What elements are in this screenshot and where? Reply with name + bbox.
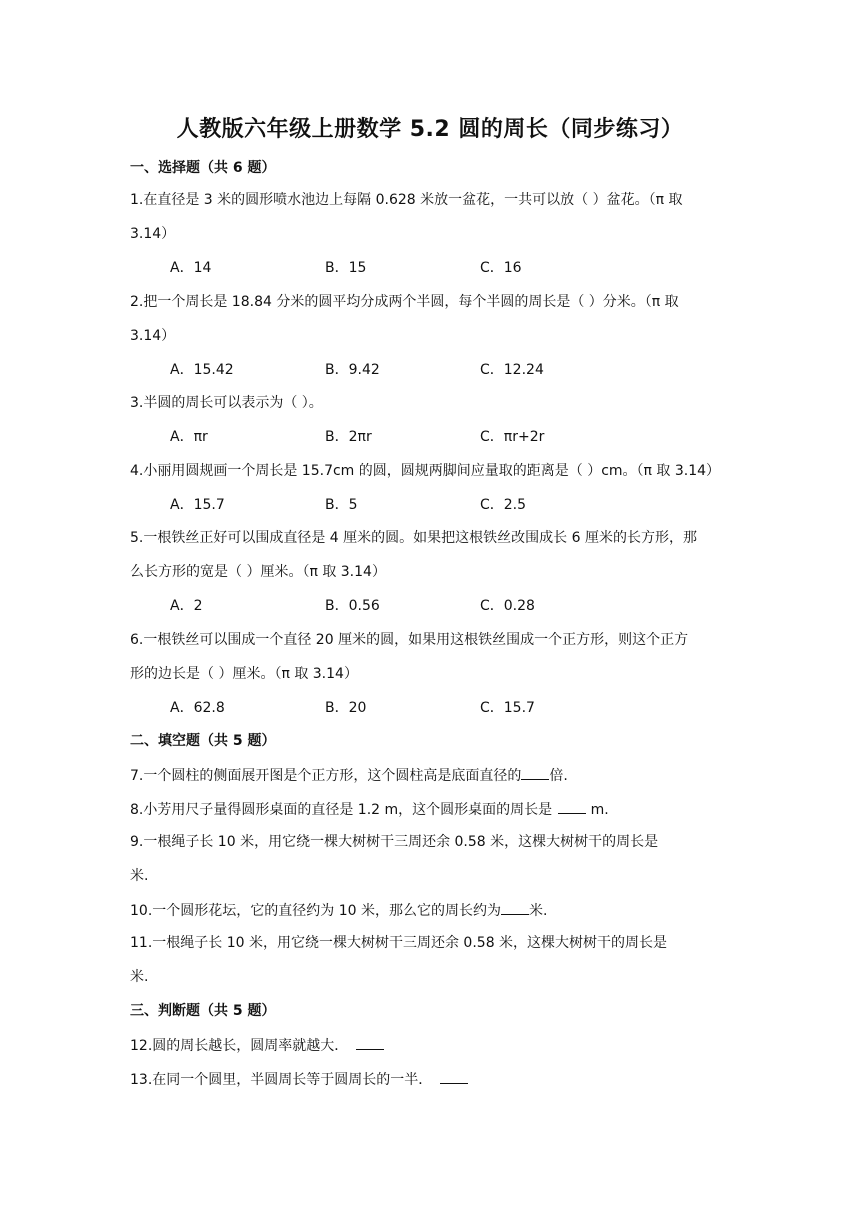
question-9-text: 9.一根绳子长 10 米，用它绕一棵大树树干三周还余 0.58 米，这棵大树树干的周长是: [130, 834, 659, 850]
question-10-text-end: 米.: [528, 903, 548, 919]
answer-blank: [558, 799, 586, 814]
question-8-text-end: m.: [586, 802, 609, 818]
question-8-text: 8.小芳用尺子量得圆形桌面的直径是 1.2 m，这个圆形桌面的周长是: [130, 802, 553, 818]
question-2-option-c: C．12.24: [480, 362, 544, 378]
question-9-text-cont: 米.: [130, 868, 149, 884]
question-4-text: 4.小丽用圆规画一个周长是 15.7cm 的圆，圆规两脚间应量取的距离是（ ）cm。（π 取 3.14）: [130, 463, 721, 479]
answer-blank: [521, 765, 549, 780]
question-7-text: 7.一个圆柱的侧面展开图是个正方形，这个圆柱高是底面直径的: [130, 768, 522, 784]
section-heading-true-false: 三、判断题（共 5 题）: [130, 1003, 276, 1019]
question-6-option-b: B．20: [325, 700, 367, 716]
question-5-option-a: A．2: [170, 598, 203, 614]
question-10-text: 10.一个圆形花坛，它的直径约为 10 米，那么它的周长约为: [130, 903, 501, 919]
section-heading-fill-blank: 二、填空题（共 5 题）: [130, 733, 276, 749]
question-8: [130, 799, 609, 820]
question-1-option-b: B．15: [325, 260, 367, 276]
question-2-option-a: A．15.42: [170, 362, 234, 378]
question-2-option-b: B．9.42: [325, 362, 380, 378]
question-1-option-c: C．16: [480, 260, 522, 276]
question-5-option-c: C．0.28: [480, 598, 535, 614]
question-5-text: 5.一根铁丝正好可以围成直径是 4 厘米的圆。如果把这根铁丝改围成长 6 厘米的长方形，那: [130, 530, 697, 546]
question-13: [130, 1069, 468, 1090]
question-1-text: 1.在直径是 3 米的圆形喷水池边上每隔 0.628 米放一盆花，一共可以放（ ）盆花。（π 取: [130, 192, 683, 208]
question-7: [130, 765, 568, 786]
question-3-option-b: B．2πr: [325, 429, 372, 445]
answer-blank: [501, 900, 529, 915]
question-3-option-a: A．πr: [170, 429, 208, 445]
question-12: [130, 1035, 384, 1056]
question-3-option-c: C．πr+2r: [480, 429, 545, 445]
question-5-text-cont: 么长方形的宽是（ ）厘米。（π 取 3.14）: [130, 564, 386, 580]
question-4-option-c: C．2.5: [480, 497, 527, 513]
question-4-option-a: A．15.7: [170, 497, 225, 513]
question-5-option-b: B．0.56: [325, 598, 380, 614]
question-7-text-end: 倍.: [549, 768, 568, 784]
question-2-text: 2.把一个周长是 18.84 分米的圆平均分成两个半圆，每个半圆的周长是（ ）分米。（π 取: [130, 294, 679, 310]
question-4-option-b: B．5: [325, 497, 358, 513]
question-1-option-a: A．14: [170, 260, 212, 276]
question-10: [130, 900, 547, 921]
question-11-text-cont: 米.: [130, 969, 149, 985]
question-11-text: 11.一根绳子长 10 米，用它绕一棵大树树干三周还余 0.58 米，这棵大树树干的周长是: [130, 935, 668, 951]
question-1-text-cont: 3.14）: [130, 226, 176, 242]
section-heading-choice: 一、选择题（共 6 题）: [130, 160, 276, 176]
question-6-option-c: C．15.7: [480, 700, 535, 716]
answer-blank: [356, 1035, 384, 1050]
answer-blank: [440, 1069, 468, 1084]
question-6-text-cont: 形的边长是（ ）厘米。（π 取 3.14）: [130, 666, 358, 682]
question-12-text: 12.圆的周长越长，圆周率就越大．: [130, 1038, 349, 1054]
question-2-text-cont: 3.14）: [130, 328, 176, 344]
question-3-text: 3.半圆的周长可以表示为（ ）。: [130, 395, 323, 411]
question-13-text: 13.在同一个圆里，半圆周长等于圆周长的一半．: [130, 1072, 433, 1088]
page-title: 人教版六年级上册数学 5.2 圆的周长（同步练习）: [176, 117, 684, 142]
question-6-option-a: A．62.8: [170, 700, 225, 716]
question-6-text: 6.一根铁丝可以围成一个直径 20 厘米的圆，如果用这根铁丝围成一个正方形，则这个正方: [130, 632, 689, 648]
